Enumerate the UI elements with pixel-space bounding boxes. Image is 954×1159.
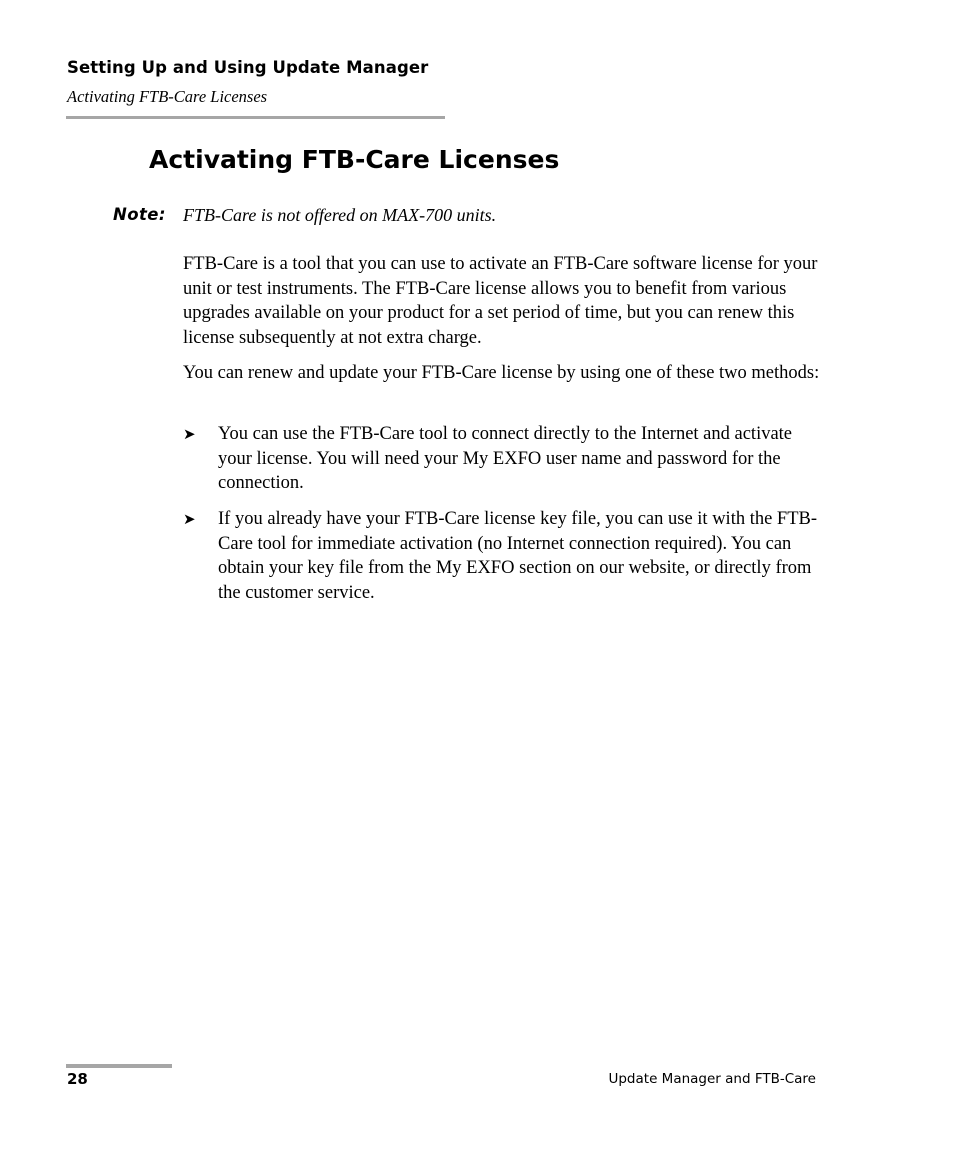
bullet-arrow-icon: ➤ — [183, 425, 196, 443]
footer-divider — [66, 1064, 172, 1068]
bullet-item-key-file-activation: If you already have your FTB-Care license key file, you can use it with the FTB-Care tool for immediate activation (no Internet connection required). You can obtain your key file from the My EXFO section on our website, or directly from the customer service. — [218, 509, 818, 603]
page-number: 28 — [67, 1070, 88, 1088]
bullet-arrow-icon: ➤ — [183, 510, 196, 528]
header-divider — [66, 116, 445, 119]
note-label: Note: — [113, 205, 166, 224]
header-chapter-title: Setting Up and Using Update Manager — [67, 58, 429, 77]
paragraph-intro: FTB-Care is a tool that you can use to activate an FTB-Care software license for your unit or test instruments. The FTB-Care license allows you to benefit from various upgrades available on your product for a set period of time, but you can renew this license subsequently at not extra charge. — [183, 254, 818, 348]
header-section-title: Activating FTB-Care Licenses — [67, 87, 268, 106]
page-title: Activating FTB-Care Licenses — [149, 145, 560, 174]
bullet-item-online-activation: You can use the FTB-Care tool to connect directly to the Internet and activate your license. You will need your My EXFO user name and password for the connection. — [218, 424, 793, 493]
paragraph-methods: You can renew and update your FTB-Care license by using one of these two methods: — [183, 363, 820, 383]
footer-doc-title: Update Manager and FTB-Care — [608, 1071, 816, 1087]
note-text: FTB-Care is not offered on MAX-700 units. — [183, 205, 497, 225]
